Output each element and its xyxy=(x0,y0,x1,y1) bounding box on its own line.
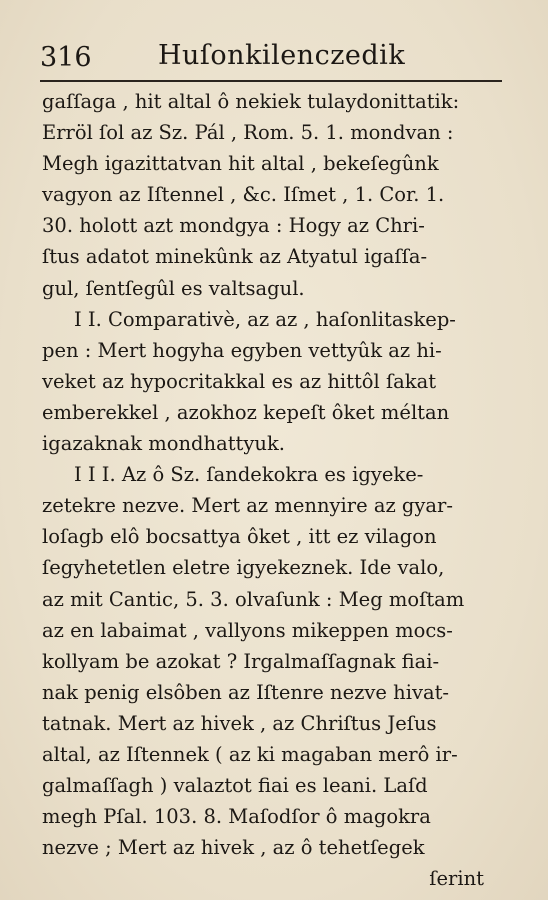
text-line: loſagb elô bocsattya ôket , itt ez vilagon xyxy=(42,525,437,549)
page-header xyxy=(40,34,510,80)
text-line: Erröl ſol az Sz. Pál , Rom. 5. 1. mondvan : xyxy=(42,121,454,145)
catchword: ſerint xyxy=(429,867,484,891)
text-line: az mit Cantic, 5. 3. olvaſunk : Meg moſtam xyxy=(42,587,465,611)
text-line: gul, ſentſegûl es valtsagul. xyxy=(42,276,305,300)
text-line: galmaſſagh ) valaztot fiai es leani. Laſd xyxy=(42,774,428,798)
text-line: I I. Comparativè, az az , haſonlitaskep- xyxy=(74,307,456,331)
text-line: Megh igazittatvan hit altal , bekeſegûnk xyxy=(42,152,439,176)
text-line: gaſſaga , hit altal ô nekiek tulaydonittatik: xyxy=(42,90,460,113)
text-line: I I I. Az ô Sz. ſandekokra es igyeke- xyxy=(74,463,424,487)
body-text xyxy=(42,86,514,894)
text-line: altal, az Iſtennek ( az ki magaban merô ir- xyxy=(42,742,458,766)
text-line: az en labaimat , vallyons mikeppen mocs- xyxy=(42,618,453,642)
text-line: pen : Mert hogyha egyben vettyûk az hi- xyxy=(42,338,442,362)
running-head: Huſonkilenczedik xyxy=(158,40,406,71)
text-line: zetekre nezve. Mert az mennyire az gyar- xyxy=(42,494,453,518)
text-line: tatnak. Mert az hivek , az Chriſtus Jeſus xyxy=(42,711,437,735)
page-number: 316 xyxy=(40,42,92,73)
text-line: kollyam be azokat ? Irgalmaſſagnak fiai- xyxy=(42,649,440,673)
header-rule xyxy=(40,80,502,82)
text-line: veket az hypocritakkal es az hittôl ſakat xyxy=(42,369,437,393)
text-line: ſtus adatot minekûnk az Atyatul igaſſa- xyxy=(42,245,428,269)
text-line: megh Pſal. 103. 8. Maſodſor ô magokra xyxy=(42,805,431,829)
text-line: vagyon az Iſtennel , &c. Iſmet , 1. Cor. 1. xyxy=(42,183,445,207)
text-line: igazaknak mondhattyuk. xyxy=(42,432,285,456)
text-line: ſegyhetetlen eletre igyekeznek. Ide valo, xyxy=(42,556,445,580)
text-line: 30. holott azt mondgya : Hogy az Chri- xyxy=(42,214,425,238)
text-line: nak penig elsôben az Iſtenre nezve hivat- xyxy=(42,680,450,704)
text-line: emberekkel , azokhoz kepeſt ôket méltan xyxy=(42,400,450,424)
text-line: nezve ; Mert az hivek , az ô tehetſegek xyxy=(42,836,425,860)
